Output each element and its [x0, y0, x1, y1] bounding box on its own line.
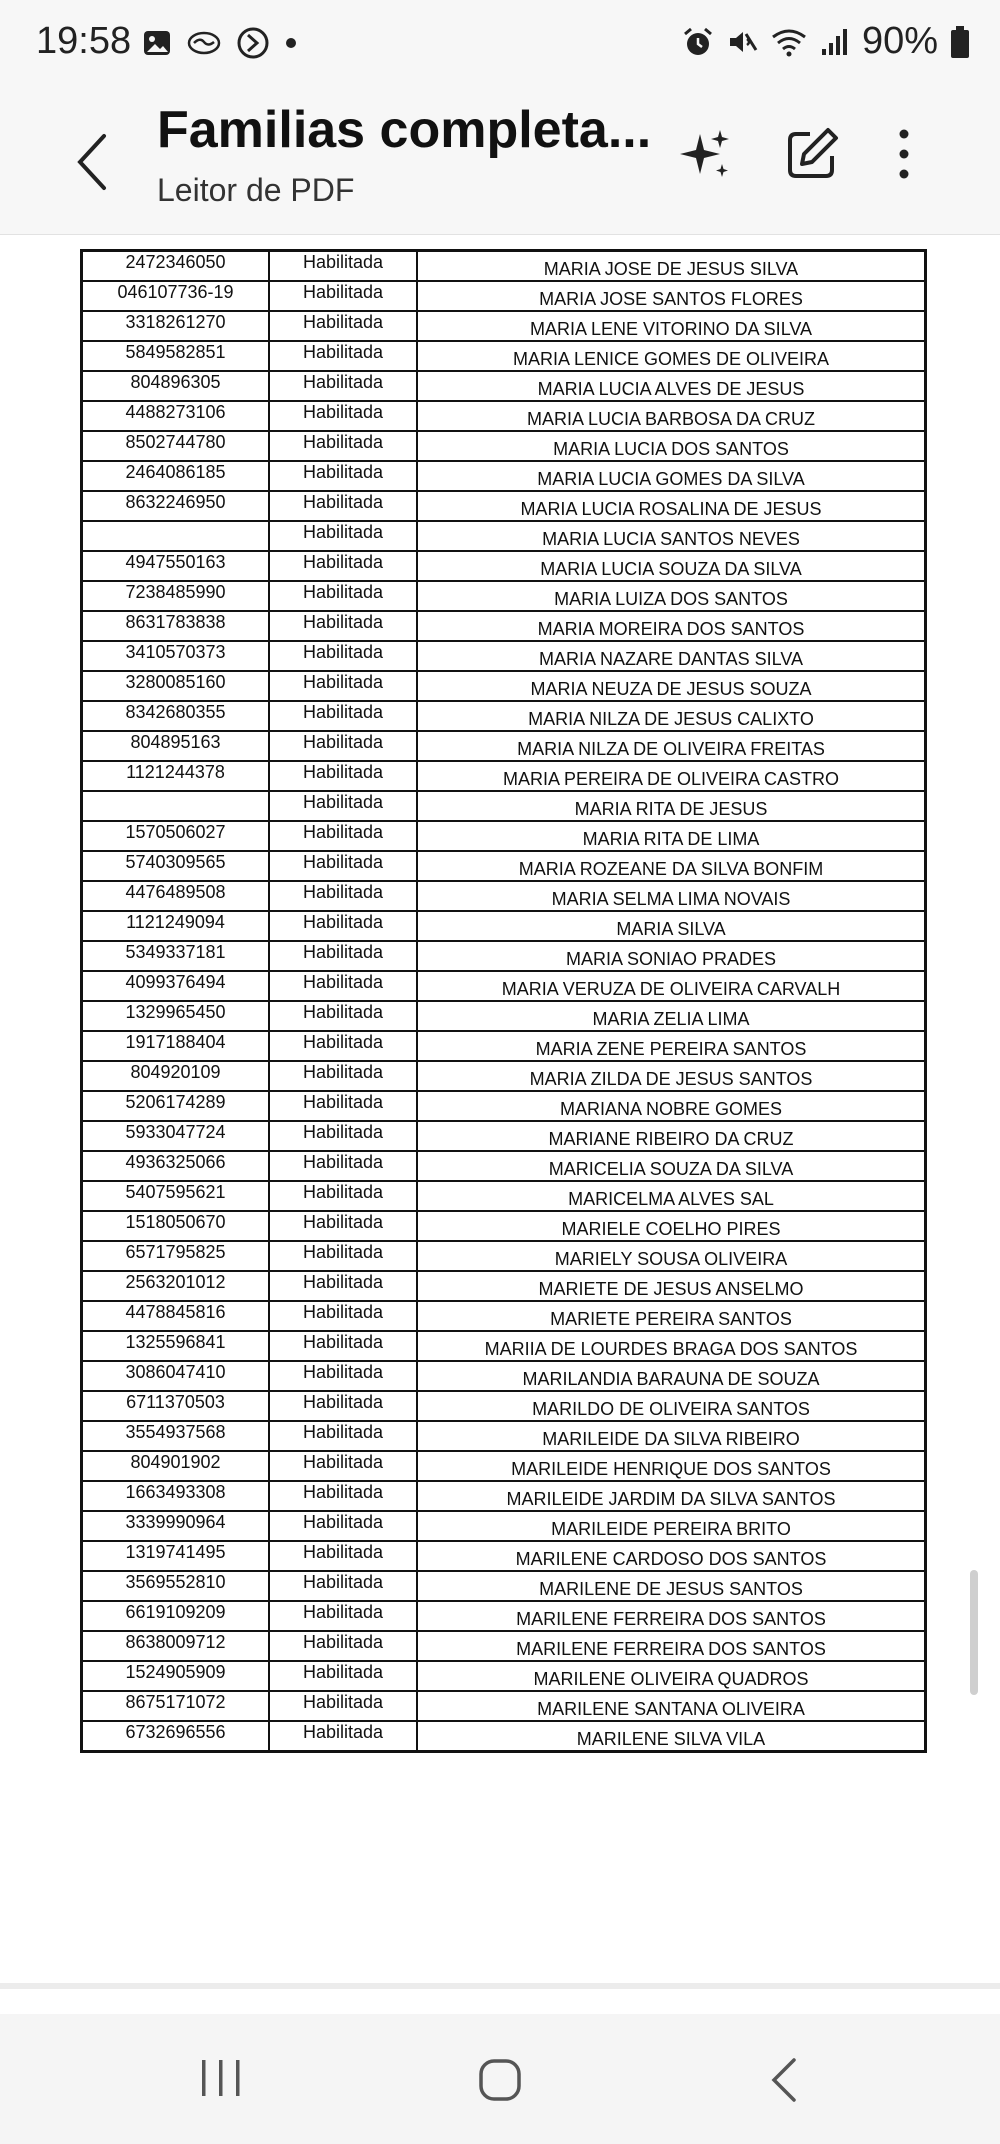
row-status-cell: Habilitada [269, 641, 417, 671]
table-row [82, 791, 926, 821]
row-status-cell: Habilitada [269, 1271, 417, 1301]
table-row [82, 431, 926, 461]
handshake-icon [186, 28, 222, 58]
row-name-cell: MARIA LUCIA BARBOSA DA CRUZ [417, 401, 926, 431]
row-name-cell: MARIA ZELIA LIMA [417, 1001, 926, 1031]
navigation-bar [0, 2014, 1000, 2144]
table-row [82, 1061, 926, 1091]
row-id-cell: 8342680355 [82, 701, 270, 731]
row-id-cell: 1121249094 [82, 911, 270, 941]
recent-apps-button[interactable] [198, 2058, 244, 2098]
row-name-cell: MARIA SONIAO PRADES [417, 941, 926, 971]
row-name-cell: MARIA SILVA [417, 911, 926, 941]
recent-apps-icon [198, 2058, 244, 2098]
row-name-cell: MARILEIDE JARDIM DA SILVA SANTOS [417, 1481, 926, 1511]
row-status-cell: Habilitada [269, 1451, 417, 1481]
row-name-cell: MARIA LUCIA SANTOS NEVES [417, 521, 926, 551]
app-header [0, 86, 1000, 235]
row-id-cell: 8631783838 [82, 611, 270, 641]
row-id-cell: 1325596841 [82, 1331, 270, 1361]
row-status-cell: Habilitada [269, 371, 417, 401]
row-id-cell: 046107736-19 [82, 281, 270, 311]
status-system-icons [682, 20, 970, 63]
row-id-cell: 6711370503 [82, 1391, 270, 1421]
row-name-cell: MARIA NAZARE DANTAS SILVA [417, 641, 926, 671]
row-name-cell: MARIA RITA DE LIMA [417, 821, 926, 851]
row-name-cell: MARIA LUCIA ROSALINA DE JESUS [417, 491, 926, 521]
row-name-cell: MARILENE DE JESUS SANTOS [417, 1571, 926, 1601]
row-status-cell: Habilitada [269, 1391, 417, 1421]
table-row [82, 701, 926, 731]
row-name-cell: MARIA RITA DE JESUS [417, 791, 926, 821]
row-id-cell: 1570506027 [82, 821, 270, 851]
row-status-cell: Habilitada [269, 731, 417, 761]
row-name-cell: MARICELIA SOUZA DA SILVA [417, 1151, 926, 1181]
row-name-cell: MARIA MOREIRA DOS SANTOS [417, 611, 926, 641]
row-id-cell: 3410570373 [82, 641, 270, 671]
row-id-cell: 4488273106 [82, 401, 270, 431]
row-id-cell: 8632246950 [82, 491, 270, 521]
status-time: 19:58 [36, 20, 132, 62]
row-name-cell: MARIELE COELHO PIRES [417, 1211, 926, 1241]
table-row [82, 1661, 926, 1691]
row-id-cell: 8502744780 [82, 431, 270, 461]
row-status-cell: Habilitada [269, 1301, 417, 1331]
home-icon [476, 2056, 524, 2104]
row-status-cell: Habilitada [269, 581, 417, 611]
table-row [82, 1121, 926, 1151]
row-name-cell: MARIA JOSE SANTOS FLORES [417, 281, 926, 311]
row-status-cell: Habilitada [269, 1211, 417, 1241]
alarm-icon [682, 26, 714, 58]
row-id-cell [82, 521, 270, 551]
row-name-cell: MARIA ROZEANE DA SILVA BONFIM [417, 851, 926, 881]
row-status-cell: Habilitada [269, 1541, 417, 1571]
table-row [82, 1211, 926, 1241]
table-row [82, 881, 926, 911]
table-row [82, 731, 926, 761]
gallery-icon [142, 28, 172, 58]
table-row [82, 1031, 926, 1061]
edit-icon [782, 124, 842, 184]
row-status-cell: Habilitada [269, 1481, 417, 1511]
row-id-cell: 6619109209 [82, 1601, 270, 1631]
status-bar [0, 0, 1000, 86]
table-row [82, 1241, 926, 1271]
row-id-cell: 2563201012 [82, 1271, 270, 1301]
row-id-cell: 5349337181 [82, 941, 270, 971]
row-id-cell: 1319741495 [82, 1541, 270, 1571]
row-status-cell: Habilitada [269, 461, 417, 491]
row-status-cell: Habilitada [269, 971, 417, 1001]
row-id-cell: 3554937568 [82, 1421, 270, 1451]
table-row [82, 1301, 926, 1331]
row-id-cell: 6571795825 [82, 1241, 270, 1271]
row-status-cell: Habilitada [269, 341, 417, 371]
row-id-cell: 3318261270 [82, 311, 270, 341]
row-id-cell: 2472346050 [82, 251, 270, 282]
row-name-cell: MARILEIDE DA SILVA RIBEIRO [417, 1421, 926, 1451]
table-row [82, 1091, 926, 1121]
mute-icon [726, 26, 758, 58]
row-status-cell: Habilitada [269, 1061, 417, 1091]
table-row [82, 1151, 926, 1181]
more-options-button[interactable] [884, 124, 924, 184]
row-name-cell: MARIA LENE VITORINO DA SILVA [417, 311, 926, 341]
document-subtitle: Leitor de PDF [157, 172, 355, 208]
row-id-cell: 5407595621 [82, 1181, 270, 1211]
table-row [82, 851, 926, 881]
row-name-cell: MARILENE FERREIRA DOS SANTOS [417, 1631, 926, 1661]
row-name-cell: MARIA LUIZA DOS SANTOS [417, 581, 926, 611]
row-status-cell: Habilitada [269, 1571, 417, 1601]
table-row [82, 641, 926, 671]
row-id-cell: 1524905909 [82, 1661, 270, 1691]
row-status-cell: Habilitada [269, 1331, 417, 1361]
row-status-cell: Habilitada [269, 431, 417, 461]
row-id-cell: 3086047410 [82, 1361, 270, 1391]
row-status-cell: Habilitada [269, 1601, 417, 1631]
ruler-icon [236, 26, 270, 60]
table-row [82, 1721, 926, 1752]
row-name-cell: MARIA LENICE GOMES DE OLIVEIRA [417, 341, 926, 371]
row-id-cell: 5849582851 [82, 341, 270, 371]
table-row [82, 461, 926, 491]
row-status-cell: Habilitada [269, 1631, 417, 1661]
row-id-cell: 6732696556 [82, 1721, 270, 1752]
row-status-cell: Habilitada [269, 491, 417, 521]
row-name-cell: MARIA PEREIRA DE OLIVEIRA CASTRO [417, 761, 926, 791]
signal-icon [820, 27, 850, 57]
battery-icon [950, 25, 970, 59]
row-status-cell: Habilitada [269, 671, 417, 701]
chevron-left-icon [62, 122, 122, 202]
row-status-cell: Habilitada [269, 401, 417, 431]
row-status-cell: Habilitada [269, 1421, 417, 1451]
row-name-cell: MARIA VERUZA DE OLIVEIRA CARVALH [417, 971, 926, 1001]
row-name-cell: MARIA LUCIA SOUZA DA SILVA [417, 551, 926, 581]
row-name-cell: MARIA NILZA DE JESUS CALIXTO [417, 701, 926, 731]
ai-assist-button[interactable] [676, 124, 736, 184]
table-row [82, 1331, 926, 1361]
row-id-cell: 804896305 [82, 371, 270, 401]
row-name-cell: MARILEIDE PEREIRA BRITO [417, 1511, 926, 1541]
row-status-cell: Habilitada [269, 791, 417, 821]
table-row [82, 971, 926, 1001]
table-row [82, 251, 926, 282]
row-status-cell: Habilitada [269, 311, 417, 341]
row-status-cell: Habilitada [269, 1091, 417, 1121]
row-name-cell: MARIA LUCIA GOMES DA SILVA [417, 461, 926, 491]
row-status-cell: Habilitada [269, 1001, 417, 1031]
row-status-cell: Habilitada [269, 1691, 417, 1721]
row-id-cell: 3569552810 [82, 1571, 270, 1601]
row-id-cell: 7238485990 [82, 581, 270, 611]
row-name-cell: MARIANE RIBEIRO DA CRUZ [417, 1121, 926, 1151]
row-name-cell: MARILENE FERREIRA DOS SANTOS [417, 1601, 926, 1631]
row-id-cell: 4099376494 [82, 971, 270, 1001]
row-status-cell: Habilitada [269, 1031, 417, 1061]
row-name-cell: MARIETE PEREIRA SANTOS [417, 1301, 926, 1331]
table-row [82, 341, 926, 371]
row-status-cell: Habilitada [269, 821, 417, 851]
row-id-cell: 4947550163 [82, 551, 270, 581]
row-id-cell [82, 791, 270, 821]
row-name-cell: MARILENE SANTANA OLIVEIRA [417, 1691, 926, 1721]
row-id-cell: 804920109 [82, 1061, 270, 1091]
row-id-cell: 1917188404 [82, 1031, 270, 1061]
row-status-cell: Habilitada [269, 1361, 417, 1391]
table-row [82, 1421, 926, 1451]
home-button[interactable] [476, 2056, 524, 2104]
row-name-cell: MARIA LUCIA DOS SANTOS [417, 431, 926, 461]
row-id-cell: 1121244378 [82, 761, 270, 791]
table-row [82, 551, 926, 581]
battery-percentage: 90% [861, 20, 938, 62]
row-name-cell: MARILANDIA BARAUNA DE SOUZA [417, 1361, 926, 1391]
table-row [82, 581, 926, 611]
row-status-cell: Habilitada [269, 1511, 417, 1541]
table-row [82, 611, 926, 641]
sparkles-icon [676, 124, 736, 184]
row-name-cell: MARIIA DE LOURDES BRAGA DOS SANTOS [417, 1331, 926, 1361]
row-id-cell: 4936325066 [82, 1151, 270, 1181]
row-id-cell: 4478845816 [82, 1301, 270, 1331]
document-title: Familias completa... [157, 101, 652, 159]
table-row [82, 1631, 926, 1661]
row-name-cell: MARIA ZILDA DE JESUS SANTOS [417, 1061, 926, 1091]
table-row [82, 911, 926, 941]
table-row [82, 1001, 926, 1031]
table-row [82, 311, 926, 341]
table-row [82, 1511, 926, 1541]
row-status-cell: Habilitada [269, 761, 417, 791]
row-status-cell: Habilitada [269, 521, 417, 551]
row-id-cell: 1329965450 [82, 1001, 270, 1031]
table-row [82, 1541, 926, 1571]
row-name-cell: MARILENE CARDOSO DOS SANTOS [417, 1541, 926, 1571]
edit-button[interactable] [782, 124, 842, 184]
row-id-cell: 804895163 [82, 731, 270, 761]
row-status-cell: Habilitada [269, 1181, 417, 1211]
row-id-cell: 5206174289 [82, 1091, 270, 1121]
row-name-cell: MARILDO DE OLIVEIRA SANTOS [417, 1391, 926, 1421]
table-row [82, 281, 926, 311]
table-row [82, 1361, 926, 1391]
table-row [82, 671, 926, 701]
system-back-button[interactable] [766, 2054, 802, 2106]
table-row [82, 1691, 926, 1721]
row-status-cell: Habilitada [269, 1721, 417, 1752]
row-name-cell: MARIA ZENE PEREIRA SANTOS [417, 1031, 926, 1061]
row-status-cell: Habilitada [269, 1121, 417, 1151]
row-status-cell: Habilitada [269, 1241, 417, 1271]
row-id-cell: 3339990964 [82, 1511, 270, 1541]
row-name-cell: MARIETE DE JESUS ANSELMO [417, 1271, 926, 1301]
row-id-cell: 8675171072 [82, 1691, 270, 1721]
table-row [82, 1181, 926, 1211]
row-name-cell: MARIELY SOUSA OLIVEIRA [417, 1241, 926, 1271]
row-name-cell: MARILENE SILVA VILA [417, 1721, 926, 1752]
wifi-icon [770, 26, 808, 58]
row-status-cell: Habilitada [269, 701, 417, 731]
status-notification-icons [142, 27, 298, 59]
row-status-cell: Habilitada [269, 851, 417, 881]
table-body [82, 251, 926, 1752]
dot-icon [284, 36, 298, 50]
row-name-cell: MARILENE OLIVEIRA QUADROS [417, 1661, 926, 1691]
row-status-cell: Habilitada [269, 941, 417, 971]
table-row [82, 1391, 926, 1421]
row-id-cell: 3280085160 [82, 671, 270, 701]
row-id-cell: 5740309565 [82, 851, 270, 881]
row-status-cell: Habilitada [269, 611, 417, 641]
page-edge [0, 1983, 1000, 1989]
row-id-cell: 2464086185 [82, 461, 270, 491]
table-row [82, 761, 926, 791]
table-row [82, 1571, 926, 1601]
row-name-cell: MARIA LUCIA ALVES DE JESUS [417, 371, 926, 401]
row-name-cell: MARICELMA ALVES SAL [417, 1181, 926, 1211]
back-icon [766, 2054, 802, 2106]
table-row [82, 371, 926, 401]
table-row [82, 1481, 926, 1511]
row-id-cell: 5933047724 [82, 1121, 270, 1151]
row-id-cell: 4476489508 [82, 881, 270, 911]
row-status-cell: Habilitada [269, 281, 417, 311]
more-vertical-icon [884, 124, 924, 184]
table-row [82, 1271, 926, 1301]
row-name-cell: MARIA JOSE DE JESUS SILVA [417, 251, 926, 282]
table-row [82, 941, 926, 971]
row-status-cell: Habilitada [269, 1151, 417, 1181]
row-status-cell: Habilitada [269, 881, 417, 911]
scrollbar-thumb[interactable] [970, 1570, 978, 1695]
back-button[interactable] [62, 122, 122, 202]
row-status-cell: Habilitada [269, 551, 417, 581]
table-row [82, 491, 926, 521]
row-status-cell: Habilitada [269, 1661, 417, 1691]
table-row [82, 821, 926, 851]
row-id-cell: 1518050670 [82, 1211, 270, 1241]
row-name-cell: MARIA NILZA DE OLIVEIRA FREITAS [417, 731, 926, 761]
pdf-viewer[interactable] [0, 235, 1000, 1983]
row-name-cell: MARIANA NOBRE GOMES [417, 1091, 926, 1121]
row-status-cell: Habilitada [269, 911, 417, 941]
row-name-cell: MARILEIDE HENRIQUE DOS SANTOS [417, 1451, 926, 1481]
table-row [82, 521, 926, 551]
row-id-cell: 1663493308 [82, 1481, 270, 1511]
table-row [82, 1451, 926, 1481]
row-status-cell: Habilitada [269, 251, 417, 282]
row-id-cell: 804901902 [82, 1451, 270, 1481]
table-row [82, 401, 926, 431]
families-table [80, 249, 927, 1753]
table-row [82, 1601, 926, 1631]
row-name-cell: MARIA NEUZA DE JESUS SOUZA [417, 671, 926, 701]
row-id-cell: 8638009712 [82, 1631, 270, 1661]
row-name-cell: MARIA SELMA LIMA NOVAIS [417, 881, 926, 911]
